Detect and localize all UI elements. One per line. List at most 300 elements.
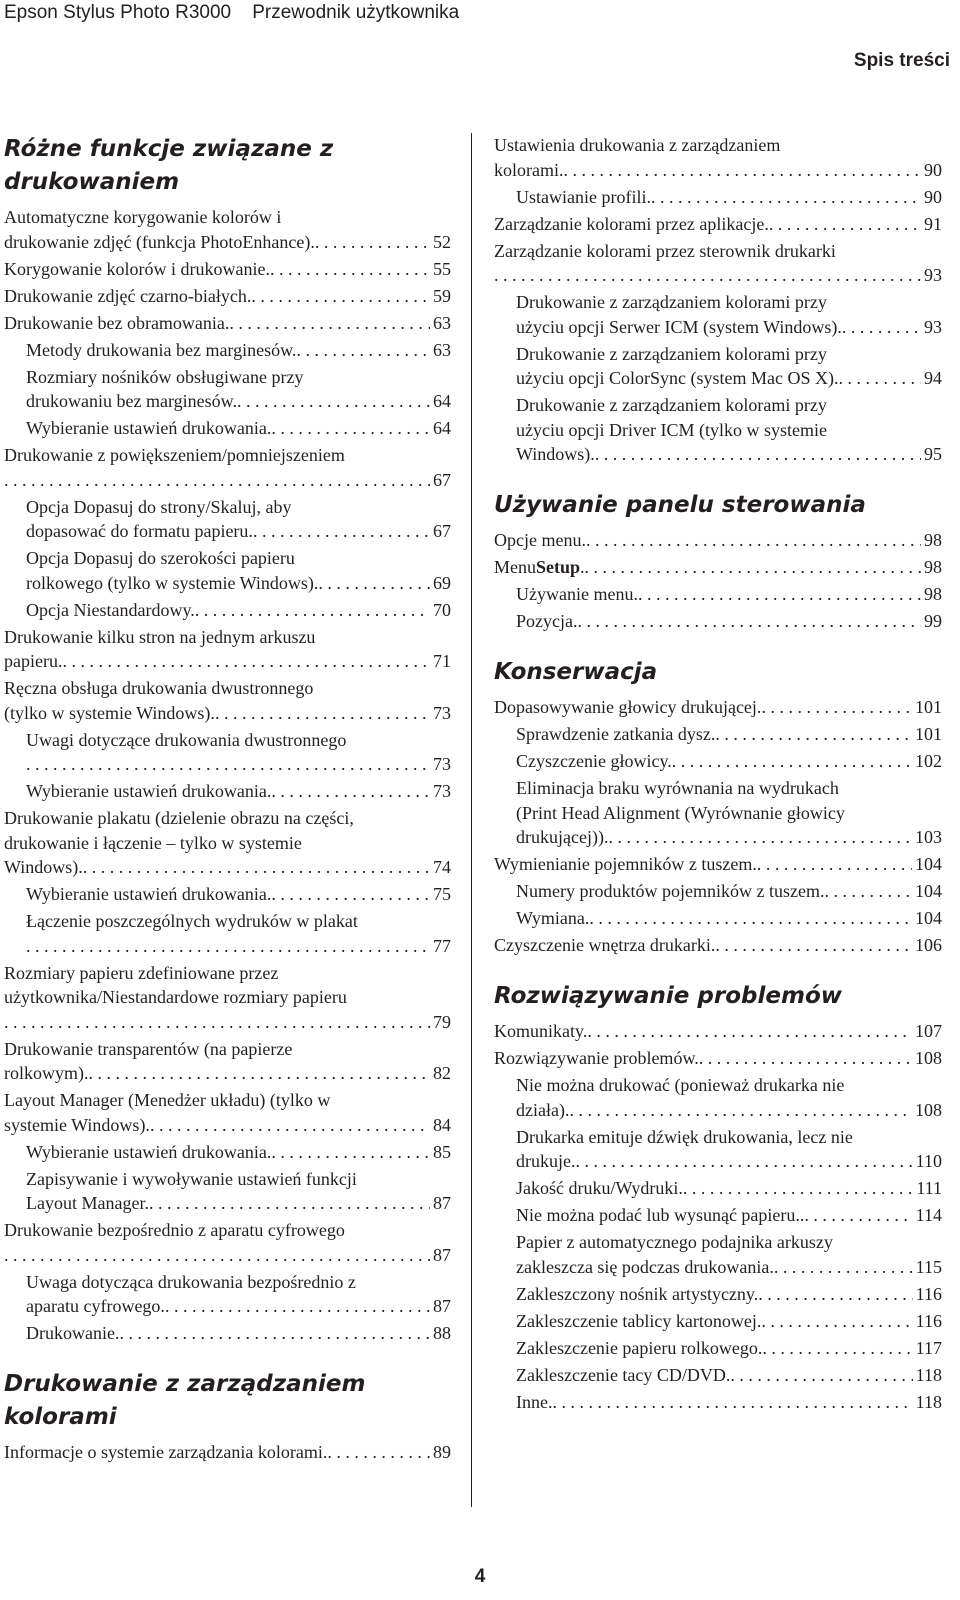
toc-page-number: 117	[915, 1337, 942, 1358]
toc-entry[interactable]	[494, 933, 942, 958]
toc-entry-last-line	[4, 468, 451, 493]
toc-page-number: 94	[924, 368, 942, 388]
toc-entry[interactable]	[4, 1037, 451, 1086]
toc-entry-prefix: Menu	[494, 557, 536, 577]
toc-entry-last-line	[494, 263, 942, 288]
toc-entry-line: Zapisywanie i wywoływanie ustawień funkcji	[26, 1168, 357, 1189]
dot-leader	[595, 442, 921, 467]
dot-leader	[804, 1203, 912, 1228]
toc-entry[interactable]	[4, 284, 451, 309]
toc-entry-line: Ustawienia drukowania z zarządzaniem	[494, 135, 781, 155]
toc-entry-last-line	[26, 779, 451, 804]
toc-entry[interactable]	[4, 443, 451, 492]
toc-entry-text: Drukowanie.	[26, 1323, 120, 1343]
toc-page-number: 91	[924, 213, 942, 234]
dot-leader	[315, 230, 430, 255]
toc-page-number: 103	[915, 827, 942, 847]
dot-leader	[589, 906, 912, 931]
toc-entry-text: Używanie menu.	[516, 584, 638, 604]
toc-entry[interactable]	[26, 1167, 451, 1216]
toc-entry[interactable]	[494, 239, 942, 288]
dot-leader	[608, 825, 912, 850]
toc-page-number: 118	[915, 1391, 942, 1412]
toc-entry-line: Uwaga dotycząca drukowania bezpośrednio z	[26, 1271, 356, 1292]
toc-entry-last-line	[26, 598, 451, 623]
toc-entry[interactable]	[516, 609, 942, 634]
dot-leader	[774, 1255, 913, 1280]
toc-entry[interactable]	[516, 1390, 942, 1415]
toc-entry-last-line	[4, 284, 451, 309]
dot-leader	[251, 284, 430, 309]
dot-leader	[564, 158, 922, 183]
toc-entry[interactable]	[26, 779, 451, 804]
toc-page-number: 63	[433, 312, 451, 333]
toc-entry[interactable]	[516, 1309, 942, 1334]
toc-entry-text: papieru.	[4, 651, 63, 671]
section-title	[4, 1368, 451, 1434]
toc-entry-text: Wybieranie ustawień drukowania.	[26, 1141, 272, 1162]
toc-entry-last-line	[516, 1255, 942, 1280]
toc-entry[interactable]	[4, 1088, 451, 1137]
header-product: Epson Stylus Photo R3000	[4, 2, 232, 23]
header-guide: Przewodnik użytkownika	[252, 2, 460, 23]
toc-page-number: 101	[915, 697, 942, 717]
toc-entry-last-line	[516, 722, 942, 747]
toc-entry-line: Papier z automatycznego podajnika arkuszy	[516, 1232, 833, 1252]
toc-page-number: 88	[433, 1323, 451, 1343]
toc-entry-last-line	[494, 212, 942, 237]
toc-entry[interactable]	[4, 1440, 451, 1465]
dot-leader	[62, 649, 430, 674]
section-spacer	[494, 636, 942, 656]
toc-page-number: 71	[433, 651, 451, 671]
toc-entry-last-line	[516, 442, 942, 467]
toc-entry-text: Wybieranie ustawień drukowania.	[26, 781, 272, 801]
toc-entry[interactable]	[516, 1203, 942, 1228]
toc-entry-last-line	[516, 1098, 942, 1123]
toc-entry[interactable]	[26, 365, 451, 414]
toc-entry-line: Ręczna obsługa drukowania dwustronnego	[4, 678, 314, 698]
dot-leader	[699, 1046, 912, 1071]
toc-entry-line: Rozmiary papieru zdefiniowane przez	[4, 962, 279, 983]
toc-page-number: 67	[433, 469, 451, 490]
toc-page-number: 87	[433, 1244, 451, 1265]
toc-page-number: 111	[916, 1178, 942, 1198]
toc-entry-text: Rozwiązywanie problemów.	[494, 1048, 699, 1068]
toc-entry-line: Drukowanie bezpośrednio z aparatu cyfrowego	[4, 1220, 345, 1240]
toc-entry-last-line	[26, 1321, 451, 1346]
dot-leader	[638, 582, 921, 607]
toc-entry[interactable]	[26, 1270, 451, 1319]
dot-leader	[683, 1176, 913, 1201]
toc-left-column	[4, 133, 451, 1467]
toc-entry[interactable]	[516, 342, 942, 391]
dot-leader	[237, 389, 430, 414]
toc-entry-last-line	[516, 1363, 942, 1388]
toc-entry[interactable]	[516, 1336, 942, 1361]
toc-page-number: 84	[433, 1114, 451, 1135]
dot-leader	[730, 1363, 912, 1388]
toc-entry-last-line	[516, 609, 942, 634]
toc-entry-last-line	[516, 315, 942, 340]
toc-page-number: 55	[433, 258, 451, 279]
toc-entry-text: Jakość druku/Wydruki.	[516, 1178, 683, 1198]
dot-leader	[271, 1140, 430, 1165]
toc-entry-last-line	[4, 1010, 451, 1035]
toc-entry-text: Zakleszczony nośnik artystyczny.	[516, 1283, 759, 1304]
toc-entry-last-line	[516, 185, 942, 210]
toc-page-number: 82	[433, 1063, 451, 1083]
toc-entry-last-line	[516, 1282, 942, 1307]
dot-leader	[89, 1061, 431, 1086]
toc-entry[interactable]	[4, 1218, 451, 1267]
dot-leader	[271, 882, 430, 907]
toc-entry-last-line	[494, 852, 942, 877]
toc-entry-text: drukowanie zdjęć (funkcja PhotoEnhance).	[4, 231, 315, 252]
toc-entry[interactable]	[4, 625, 451, 674]
dot-leader	[715, 722, 912, 747]
toc-entry-last-line	[516, 906, 942, 931]
dot-leader	[253, 519, 430, 544]
toc-entry-line: Drukowanie plakatu (dzielenie obrazu na części,	[4, 808, 354, 828]
toc-entry-last-line	[26, 571, 451, 596]
toc-entry[interactable]	[494, 695, 942, 720]
dot-leader	[761, 695, 912, 720]
section-title-line: Używanie panelu sterowania	[494, 492, 866, 518]
dot-leader	[83, 855, 430, 880]
toc-entry-text: Layout Manager.	[26, 1193, 149, 1213]
toc-page-number: 110	[915, 1151, 942, 1171]
section-title-line: Różne funkcje związane z	[4, 136, 334, 162]
toc-entry[interactable]	[26, 728, 451, 777]
toc-entry[interactable]	[516, 1176, 942, 1201]
section-title-line: drukowaniem	[4, 169, 180, 195]
toc-entry[interactable]	[516, 393, 942, 467]
toc-entry[interactable]	[516, 1073, 942, 1122]
toc-page-number: 106	[915, 935, 942, 955]
toc-page-number: 73	[433, 781, 451, 801]
toc-entry-bold: Setup	[536, 557, 581, 577]
toc-entry[interactable]	[516, 1282, 942, 1307]
toc-entry-text: drukującej)).	[516, 827, 609, 847]
dot-leader	[318, 571, 430, 596]
header-product-guide	[4, 0, 459, 26]
toc-entry-last-line	[494, 528, 942, 553]
toc-entry[interactable]	[516, 290, 942, 339]
toc-entry[interactable]	[26, 338, 451, 363]
dot-leader	[229, 311, 430, 336]
toc-entry-line: użytkownika/Niestandardowe rozmiary papieru	[4, 987, 347, 1007]
toc-entry[interactable]	[516, 749, 942, 774]
page-number: 4	[474, 1566, 486, 1587]
toc-entry-last-line	[494, 158, 942, 183]
toc-entry-text: Zakleszczenie papieru rolkowego.	[516, 1337, 763, 1358]
toc-page-number: 75	[433, 884, 451, 904]
toc-entry-text: Informacje o systemie zarządzania kolorami.	[4, 1442, 328, 1462]
toc-entry-last-line	[26, 1191, 451, 1216]
toc-entry-text: Windows).	[4, 857, 83, 877]
toc-page-number: 89	[433, 1442, 451, 1462]
toc-entry-last-line	[4, 855, 451, 880]
toc-entry-line: Drukowanie transparentów (na papierze	[4, 1038, 293, 1059]
toc-entry-last-line	[494, 1046, 942, 1071]
toc-entry[interactable]	[26, 495, 451, 544]
toc-page-number: 59	[433, 285, 451, 306]
toc-entry[interactable]	[494, 212, 942, 237]
toc-page-number: 98	[924, 584, 942, 604]
toc-entry-last-line	[516, 582, 942, 607]
toc-entry-line: użyciu opcji Driver ICM (tylko w systemie	[516, 419, 827, 440]
toc-entry-text: Opcje menu.	[494, 530, 586, 550]
toc-entry-text: rolkowym).	[4, 1063, 89, 1083]
toc-entry-line: Zarządzanie kolorami przez sterownik drukarki	[494, 240, 836, 261]
toc-entry-text: Metody drukowania bez marginesów.	[26, 339, 297, 360]
toc-entry-line: Drukowanie kilku stron na jednym arkuszu	[4, 626, 316, 647]
section-title	[4, 133, 451, 199]
toc-entry-line: Opcja Dopasuj do szerokości papieru	[26, 548, 295, 568]
toc-entry-last-line	[494, 933, 942, 958]
toc-entry-text: Pozycja.	[516, 611, 578, 631]
toc-entry-text: Inne.	[516, 1391, 553, 1412]
toc-entry-line: Łączenie poszczególnych wydruków w plakat	[26, 911, 358, 931]
dot-leader	[4, 1010, 430, 1035]
dot-leader	[769, 212, 921, 237]
toc-entry-line: Drukowanie z zarządzaniem kolorami przy	[516, 292, 827, 312]
dot-leader	[838, 366, 921, 391]
toc-entry-text: dopasować do formatu papieru.	[26, 521, 253, 541]
toc-entry[interactable]	[516, 879, 942, 904]
dot-leader	[26, 934, 430, 959]
toc-entry-text: Wymienianie pojemników z tuszem.	[494, 854, 757, 874]
dot-leader	[824, 879, 912, 904]
toc-entry-last-line	[4, 701, 451, 726]
dot-leader	[215, 701, 430, 726]
toc-entry[interactable]	[516, 1230, 942, 1279]
toc-entry-text: Dopasowywanie głowicy drukującej.	[494, 697, 762, 717]
toc-page-number: 64	[433, 418, 451, 438]
toc-entry-last-line	[516, 879, 942, 904]
dot-leader	[296, 338, 430, 363]
section-spacer	[4, 1348, 451, 1368]
toc-entry-line: Eliminacja braku wyrównania na wydrukach	[516, 778, 839, 798]
dot-leader	[494, 263, 921, 288]
toc-entry-last-line	[4, 230, 451, 255]
toc-page-number: 107	[915, 1021, 942, 1041]
toc-entry-last-line	[516, 749, 942, 774]
toc-entry[interactable]	[26, 882, 451, 907]
toc-page-number: 104	[915, 908, 942, 928]
dot-leader	[672, 749, 912, 774]
toc-entry[interactable]	[516, 776, 942, 850]
toc-page-number: 98	[924, 557, 942, 577]
dot-leader	[271, 416, 430, 441]
toc-page-number: 87	[433, 1296, 451, 1316]
toc-entry-last-line	[4, 1113, 451, 1138]
toc-entry-last-line	[516, 1390, 942, 1415]
toc-entry-text: Zakleszczenie tacy CD/DVD.	[516, 1364, 731, 1385]
toc-page-number: 116	[915, 1283, 942, 1304]
toc-entry-last-line	[494, 555, 942, 580]
toc-entry-last-line	[26, 934, 451, 959]
toc-page-number: 118	[915, 1364, 942, 1385]
toc-entry-line: Drukowanie z zarządzaniem kolorami przy	[516, 395, 827, 415]
toc-entry[interactable]	[4, 205, 451, 254]
toc-page-number: 114	[915, 1205, 942, 1225]
toc-entry-line: Uwagi dotyczące drukowania dwustronnego	[26, 729, 347, 750]
toc-entry-text: Wymiana.	[516, 908, 590, 928]
toc-entry-last-line	[494, 695, 942, 720]
toc-entry-last-line	[26, 1294, 451, 1319]
toc-entry[interactable]	[4, 676, 451, 725]
toc-entry[interactable]	[516, 1363, 942, 1388]
toc-page-number: 90	[924, 186, 942, 207]
dot-leader	[651, 185, 921, 210]
section-spacer	[494, 960, 942, 980]
toc-entry-text: systemie Windows).	[4, 1114, 150, 1135]
toc-page-number: 52	[433, 231, 451, 252]
section-title-line: Drukowanie z zarządzaniem kolorami	[4, 1371, 366, 1430]
toc-entry-text: Komunikaty.	[494, 1021, 588, 1041]
toc-entry-text: drukowaniu bez marginesów.	[26, 391, 237, 411]
dot-leader	[761, 1309, 912, 1334]
toc-entry-text: Nie można podać lub wysunąć papieru..	[516, 1205, 805, 1225]
toc-entry-last-line	[26, 416, 451, 441]
toc-entry-last-line	[516, 1336, 942, 1361]
toc-right-column	[494, 133, 942, 1417]
dot-leader	[149, 1191, 430, 1216]
toc-entry[interactable]	[4, 961, 451, 1035]
toc-entry[interactable]	[494, 528, 942, 553]
dot-leader	[715, 933, 912, 958]
toc-entry[interactable]	[26, 1321, 451, 1346]
toc-page-number: 99	[924, 611, 942, 631]
toc-entry[interactable]	[4, 257, 451, 282]
dot-leader	[569, 1098, 912, 1123]
header-section: Spis treści	[853, 50, 950, 71]
toc-page-number: 67	[433, 521, 451, 541]
toc-page-number: 73	[433, 754, 451, 774]
toc-page-number: 70	[433, 599, 451, 620]
toc-entry[interactable]	[26, 416, 451, 441]
toc-entry-text: użyciu opcji Serwer ICM (system Windows).	[516, 316, 842, 337]
dot-leader	[577, 609, 921, 634]
toc-entry-line: Drukarka emituje dźwięk drukowania, lecz nie	[516, 1126, 853, 1147]
toc-entry-text: Ustawianie profili.	[516, 186, 651, 207]
dot-leader	[26, 752, 430, 777]
toc-entry-line: (Print Head Alignment (Wyrównanie głowicy	[516, 802, 845, 823]
toc-page-number: 101	[915, 724, 942, 744]
toc-entry[interactable]	[494, 1019, 942, 1044]
toc-entry-line: Nie można drukować (ponieważ drukarka nie	[516, 1075, 845, 1095]
toc-page-number: 108	[915, 1048, 942, 1068]
toc-entry[interactable]	[4, 806, 451, 880]
toc-page-number: 64	[433, 391, 451, 411]
toc-entry[interactable]	[516, 722, 942, 747]
toc-entry[interactable]	[4, 311, 451, 336]
toc-entry-last-line	[4, 1061, 451, 1086]
section-title	[494, 656, 942, 689]
toc-entry-text: rolkowego (tylko w systemie Windows).	[26, 572, 319, 593]
toc-entry-text: drukuje.	[516, 1151, 576, 1171]
toc-entry-last-line	[4, 257, 451, 282]
toc-entry-text: zakleszcza się podczas drukowania.	[516, 1256, 774, 1277]
toc-entry-text: Czyszczenie głowicy.	[516, 751, 672, 771]
dot-leader	[586, 528, 921, 553]
toc-entry[interactable]	[26, 909, 451, 958]
toc-page-number: 93	[924, 265, 942, 285]
dot-leader	[270, 257, 430, 282]
toc-page-number: 85	[433, 1141, 451, 1162]
toc-entry[interactable]	[516, 185, 942, 210]
toc-entry-last-line	[516, 366, 942, 391]
toc-page-number: 108	[915, 1099, 942, 1120]
dot-leader	[757, 852, 912, 877]
toc-page-number: 115	[915, 1256, 942, 1277]
toc-page-number: 93	[924, 316, 942, 337]
toc-page-number: 74	[433, 857, 451, 877]
dot-leader	[842, 315, 921, 340]
column-divider	[471, 133, 472, 1507]
toc-entry[interactable]	[516, 906, 942, 931]
toc-entry-last-line	[516, 1309, 942, 1334]
toc-entry-text: Drukowanie bez obramowania.	[4, 312, 230, 333]
section-title	[494, 980, 942, 1013]
toc-entry-text: użyciu opcji ColorSync (system Mac OS X).	[516, 368, 839, 388]
dot-leader	[585, 555, 921, 580]
section-title-line: Rozwiązywanie problemów	[494, 983, 842, 1009]
toc-entry-line: Layout Manager (Menedżer układu) (tylko w	[4, 1090, 331, 1110]
dot-leader	[587, 1019, 912, 1044]
toc-entry[interactable]	[516, 582, 942, 607]
toc-page-number: 77	[433, 935, 451, 956]
toc-entry-text: Korygowanie kolorów i drukowanie.	[4, 258, 270, 279]
toc-entry-last-line	[516, 1149, 942, 1174]
toc-entry-text: Zakleszczenie tablicy kartonowej.	[516, 1310, 762, 1331]
toc-entry-text: Drukowanie zdjęć czarno-białych.	[4, 285, 252, 306]
toc-entry[interactable]	[494, 852, 942, 877]
toc-entry[interactable]	[26, 598, 451, 623]
dot-leader	[4, 1243, 430, 1268]
dot-leader	[271, 779, 430, 804]
toc-entry[interactable]	[494, 555, 942, 580]
toc-entry-last-line	[26, 338, 451, 363]
toc-page-number: 63	[433, 339, 451, 360]
toc-entry[interactable]	[494, 1046, 942, 1071]
toc-entry-line: drukowanie i łączenie – tylko w systemie	[4, 832, 302, 853]
toc-entry-line: Rozmiary nośników obsługiwane przy	[26, 366, 304, 387]
toc-page-number: 95	[924, 444, 942, 464]
toc-page-number: 90	[924, 159, 942, 180]
toc-entry-text: Opcja Niestandardowy.	[26, 599, 195, 620]
toc-entry-text: (tylko w systemie Windows).	[4, 702, 215, 723]
toc-entry-line: Opcja Dopasuj do strony/Skaluj, aby	[26, 496, 292, 517]
toc-entry-last-line	[516, 1176, 942, 1201]
toc-entry[interactable]	[26, 546, 451, 595]
toc-entry-last-line	[26, 1140, 451, 1165]
toc-entry[interactable]	[494, 133, 942, 182]
toc-entry-text: kolorami.	[494, 159, 564, 180]
toc-entry-last-line	[26, 519, 451, 544]
toc-entry-text: Czyszczenie wnętrza drukarki.	[494, 935, 716, 955]
dot-leader	[119, 1321, 430, 1346]
toc-entry[interactable]	[516, 1125, 942, 1174]
toc-entry[interactable]	[26, 1140, 451, 1165]
toc-page-number: 98	[924, 530, 942, 550]
toc-entry-last-line	[4, 649, 451, 674]
dot-leader	[758, 1282, 912, 1307]
section-title	[494, 489, 942, 522]
toc-entry-text: Windows).	[516, 444, 595, 464]
